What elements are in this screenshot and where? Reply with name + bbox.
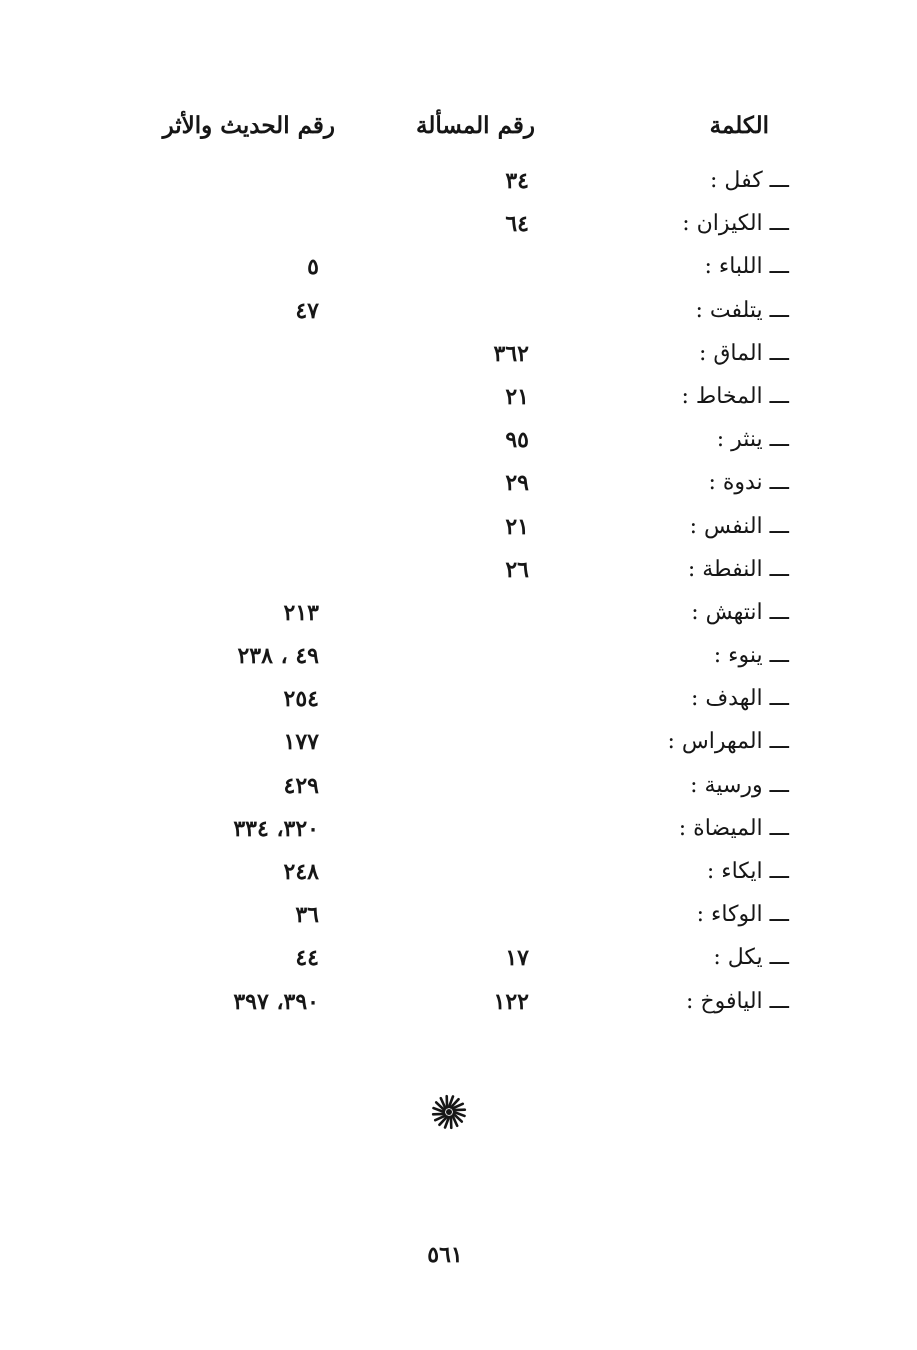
entry-hadith-number: ٤٤ bbox=[295, 945, 319, 972]
table-row bbox=[0, 857, 917, 900]
entry-word: ـــ يكل : bbox=[713, 945, 789, 971]
entry-issue-number: ١٧ bbox=[505, 945, 529, 972]
entry-word: ـــ ايكاء : bbox=[706, 859, 789, 884]
header-issue-number: رقم المسألة bbox=[416, 112, 535, 139]
table-row bbox=[0, 382, 917, 425]
entry-word: ـــ ينثر : bbox=[716, 427, 789, 453]
entry-hadith-number: ٤٩ ، ٢٣٨ bbox=[237, 643, 319, 670]
table-header bbox=[0, 112, 917, 152]
entry-hadith-number: ٣٩٠، ٣٩٧ bbox=[233, 988, 319, 1015]
entry-issue-number: ٣٤ bbox=[505, 168, 529, 194]
entry-word: ـــ الوكاء : bbox=[696, 902, 789, 928]
entry-word: ـــ الهدف : bbox=[690, 686, 789, 712]
entry-word: ـــ اللباء : bbox=[704, 254, 789, 280]
table-row bbox=[0, 166, 917, 209]
table-row bbox=[0, 943, 917, 986]
table-row bbox=[0, 814, 917, 857]
entry-issue-number: ١٢٢ bbox=[493, 988, 529, 1015]
entry-hadith-number: ٤٧ bbox=[295, 297, 319, 324]
table-row bbox=[0, 900, 917, 943]
entry-word: ـــ ندوة : bbox=[708, 470, 789, 496]
entry-word: ـــ المخاط : bbox=[681, 383, 789, 409]
entry-hadith-number: ٤٢٩ bbox=[283, 772, 319, 799]
entry-word: ـــ انتهش : bbox=[691, 599, 789, 625]
entry-word: ـــ ورسية : bbox=[690, 772, 789, 798]
glossary-list bbox=[0, 166, 917, 1030]
rosette-ornament-icon bbox=[431, 1094, 467, 1130]
header-word: الكلمة bbox=[709, 112, 769, 139]
entry-issue-number: ٣٦٢ bbox=[493, 340, 529, 367]
table-row bbox=[0, 468, 917, 511]
entry-issue-number: ٦٤ bbox=[505, 211, 529, 238]
entry-hadith-number: ٢٥٤ bbox=[283, 686, 319, 713]
entry-hadith-number: ٣٦ bbox=[295, 902, 319, 929]
entry-word: ـــ الماق : bbox=[698, 340, 789, 366]
table-row bbox=[0, 512, 917, 555]
table-row bbox=[0, 684, 917, 727]
table-row bbox=[0, 641, 917, 684]
entry-word: ـــ كفل : bbox=[710, 168, 789, 193]
entry-hadith-number: ٥ bbox=[307, 254, 319, 281]
entry-hadith-number: ٣٢٠، ٣٣٤ bbox=[233, 815, 319, 842]
header-hadith-number: رقم الحديث والأثر bbox=[162, 112, 335, 139]
entry-word: ـــ المهراس : bbox=[667, 729, 789, 755]
entry-hadith-number: ١٧٧ bbox=[283, 729, 319, 756]
page-number: ٥٦١ bbox=[427, 1242, 463, 1268]
entry-hadith-number: ٢١٣ bbox=[283, 599, 319, 626]
table-row bbox=[0, 296, 917, 339]
table-row bbox=[0, 209, 917, 252]
table-row bbox=[0, 555, 917, 598]
entry-word: ـــ اليافوخ : bbox=[686, 988, 789, 1014]
entry-issue-number: ٩٥ bbox=[505, 427, 529, 454]
entry-word: ـــ يتلفت : bbox=[695, 297, 789, 323]
entry-word: ـــ النفس : bbox=[689, 513, 789, 539]
table-row bbox=[0, 252, 917, 295]
entry-word: ـــ الكيزان : bbox=[682, 211, 789, 237]
entry-issue-number: ٢١ bbox=[505, 383, 529, 410]
entry-issue-number: ٢٩ bbox=[505, 470, 529, 497]
entry-issue-number: ٢١ bbox=[505, 513, 529, 540]
entry-word: ـــ ينوء : bbox=[713, 643, 789, 669]
entry-word: ـــ النفطة : bbox=[687, 556, 789, 582]
table-row bbox=[0, 339, 917, 382]
entry-word: ـــ الميضاة : bbox=[678, 815, 789, 841]
entry-hadith-number: ٢٤٨ bbox=[283, 859, 319, 885]
entry-issue-number: ٢٦ bbox=[505, 556, 529, 583]
table-row bbox=[0, 987, 917, 1030]
table-row bbox=[0, 727, 917, 770]
table-row bbox=[0, 771, 917, 814]
table-row bbox=[0, 598, 917, 641]
table-row bbox=[0, 425, 917, 468]
